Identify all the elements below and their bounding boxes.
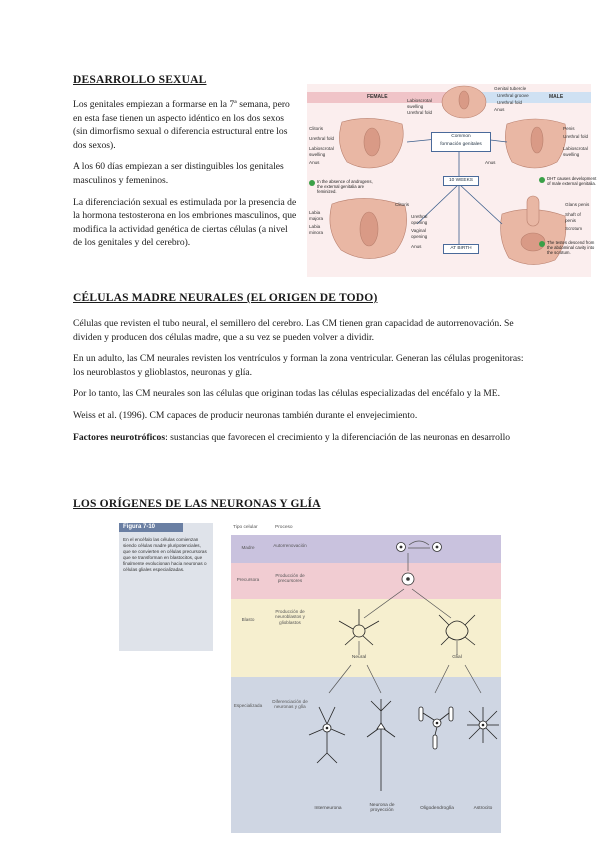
label: Labioscrotal swelling [563, 146, 588, 157]
cell-label-astrocito: Astrocito [473, 806, 493, 811]
paragraph [73, 431, 533, 445]
section-heading-origenes: LOS ORÍGENES DE LAS NEURONAS Y GLÍA [73, 498, 321, 510]
note-text: DHT causes development of male external genitalia. [547, 176, 597, 187]
term: Factores neurotróficos [73, 431, 166, 443]
paragraph: Los genitales empiezan a formarse en la 7ª semana, pero en esta fase tienen un aspecto idéntico en los dos sexos (sin dimorfismo sexual o diferencia estructural entre los dos sexos). [73, 99, 290, 151]
blast-label-neural: Neural [351, 655, 367, 660]
paragraph: La diferenciación sexual es estimulada por la presencia de la hormona testosterona en los embriones masculinos, que modifica la actividad genética de ciertas células (a nivel de los genitales y del cerebro). [73, 196, 297, 249]
paragraph: Weiss et al. (1996). CM capaces de producir neuronas también durante el envejecimiento. [73, 409, 418, 421]
column-header: Proceso [275, 525, 293, 530]
column-header: Tipo celular [233, 525, 258, 530]
label: Anus [411, 244, 422, 249]
figure-caption-text: En el encéfalo las células comienzan siendo células madre pluripotenciales, que se convierten en células precursoras que se transforman en blastocitos, que finalmente evolucionan hacia neuronas o células gliales especializadas. [123, 537, 207, 572]
bullet-icon [309, 180, 315, 186]
paragraph: En un adulto, las CM neurales revisten los ventrículos y forman la zona ventricular. Generan las células progenitoras: los neuroblastos y glioblastos, neuronas y glía. [73, 353, 524, 378]
label: Clitoris [309, 126, 324, 131]
label: Labioscrotal swelling [407, 98, 432, 109]
label: Penis [563, 126, 575, 131]
label: Urethral groove [497, 93, 529, 98]
cell-label-oligodendroglia: Oligodendroglía [420, 806, 454, 811]
paragraph: A los 60 días empiezan a ser distinguibles los genitales masculinos y femeninos. [73, 161, 284, 186]
label: Anus [494, 107, 505, 112]
birth-box: AT BIRTH [443, 244, 479, 254]
section-heading-celulas-madre: CÉLULAS MADRE NEURALES (EL ORIGEN DE TODO) [73, 292, 378, 304]
section2-text [73, 317, 533, 444]
label: Anus [485, 160, 496, 165]
paragraph: Células que revisten el tubo neural, el semillero del cerebro. Las CM tienen gran capacidad de autorrenovación. Se dividen y producen dos células madre, que a su vez se pueden volver a dividir. [73, 318, 514, 343]
paragraph: Por lo tanto, las CM neurales son las células que originan todas las células especializadas del encéfalo y la ME. [73, 388, 501, 400]
row-process: Autorrenovación [273, 543, 307, 548]
weeks-box: 10 WEEKS [443, 176, 479, 186]
row-process: Producción de precursores [275, 573, 305, 584]
label: Anus [309, 160, 320, 165]
label: Vaginal opening [411, 228, 428, 239]
note-text: In the absence of androgens, the external genitalia are feminized. [317, 179, 373, 195]
label: Scrotum [565, 226, 583, 231]
female-label: FEMALE [367, 94, 388, 100]
row-process: Diferenciación de neuronas y glía [272, 699, 308, 710]
note-left [309, 179, 375, 195]
row-type: Especializada [233, 703, 263, 708]
label: Glans penis [565, 202, 590, 207]
row-type: Blasto [241, 617, 255, 622]
label: Urethral fold [563, 134, 589, 139]
row-process: Producción de neuroblastos y glioblastos [275, 609, 305, 625]
note-right-2 [539, 240, 597, 256]
label: Shaft of penis [565, 212, 581, 223]
section-heading-desarrollo: DESARROLLO SEXUAL [73, 74, 207, 86]
section1-text [73, 98, 299, 250]
label: Labioscrotal swelling [309, 146, 334, 157]
bullet-icon [539, 241, 545, 247]
neuron-glia-origin-figure [119, 523, 501, 841]
label: Urethral fold [497, 100, 523, 105]
figure-title: Figura 7-10 [119, 523, 183, 532]
label: Genital tubercle [494, 86, 527, 91]
cell-label-neurona-proyeccion: Neurona de proyección [369, 803, 395, 813]
row-type: Madre [241, 545, 255, 550]
genital-development-figure [307, 84, 597, 277]
common-formation-box: Common formación genitales [431, 132, 491, 152]
note-right-1 [539, 176, 597, 186]
label: Clitoris [395, 202, 410, 207]
label: Labia minora [309, 224, 324, 235]
label: Labia majora [309, 210, 324, 221]
row-type: Precursora [236, 577, 260, 582]
label: Urethral fold [407, 110, 433, 115]
male-label: MALE [549, 94, 564, 100]
definition: : sustancias que favorecen el crecimiento y la diferenciación de las neuronas en desarrollo [165, 431, 511, 443]
bullet-icon [539, 177, 545, 183]
note-text: The testes descend from the abdominal cavity into the scrotum. [547, 240, 595, 256]
cell-lineage-diagram [119, 523, 501, 841]
label: Urethral opening [411, 214, 428, 225]
cell-label-interneurona: Interneurona [314, 806, 342, 811]
blast-label-glial: Glial [452, 655, 462, 660]
label: Urethral fold [309, 136, 335, 141]
